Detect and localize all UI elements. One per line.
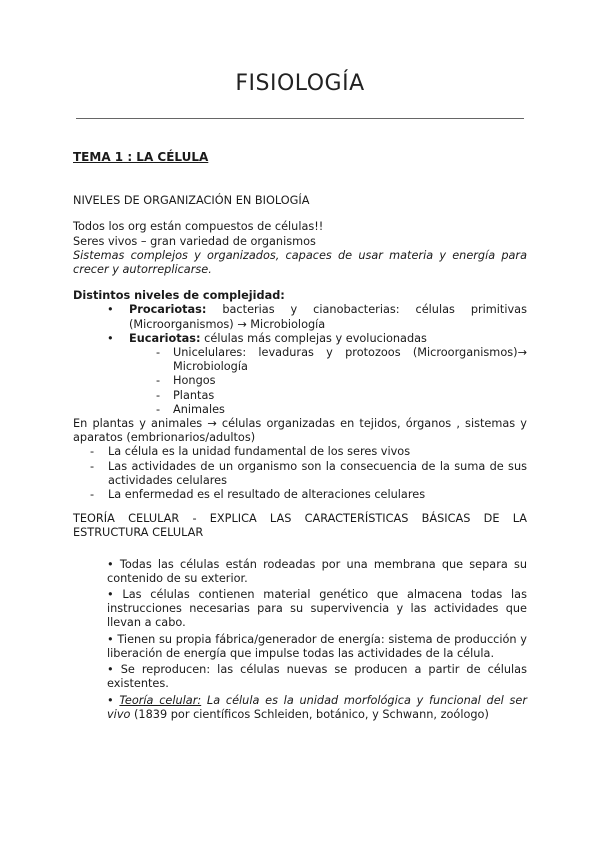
list-item (73, 403, 527, 417)
bullet-marker: • (107, 693, 120, 707)
teoria-list (73, 558, 527, 722)
intro-italic: Sistemas complejos y organizados, capaces de usar materia y energía para crecer y autorreplicarse. (73, 248, 527, 277)
sub-item-text: Plantas (173, 388, 215, 402)
intro-line: Seres vivos – gran variedad de organismos (73, 234, 316, 248)
list-item (73, 460, 527, 488)
list-item (73, 374, 527, 388)
dash-marker: - (156, 374, 161, 388)
dash-marker: - (156, 402, 161, 416)
dash-marker: - (90, 488, 95, 502)
list-item (73, 445, 527, 459)
teoria-bullet: • Todas las células están rodeadas por una membrana que separa su contenido de su exterior. (107, 557, 527, 585)
plantas-animales-text: En plantas y animales → células organizadas en tejidos, órganos , sistemas y aparatos (embrionarios/adultos) (73, 417, 527, 445)
dash-item-text: Las actividades de un organismo son la consecuencia de la suma de sus actividades celulares (108, 459, 527, 487)
dash-marker: - (90, 445, 95, 459)
complejidad-block (73, 289, 527, 502)
teoria-bullet-last (107, 694, 527, 722)
list-item (73, 303, 527, 331)
intro-line: Todos los org están compuestos de células!! (73, 220, 324, 234)
dash-item-text: La célula es la unidad fundamental de los seres vivos (108, 445, 411, 459)
title-divider (76, 118, 524, 119)
dash-list (73, 445, 527, 502)
eucariotas-label: Eucariotas: (129, 331, 201, 345)
eucariotas-text: células más complejas y evolucionadas (200, 331, 427, 345)
procariotas-label: Procariotas: (129, 303, 207, 317)
list-item (73, 389, 527, 403)
dash-marker: - (90, 459, 95, 473)
niveles-heading: NIVELES DE ORGANIZACIÓN EN BIOLOGÍA (73, 194, 310, 208)
tema-heading: TEMA 1 : LA CÉLULA (73, 150, 209, 164)
teoria-celular-definition: La célula es la unidad morfológica y funcional del ser vivo (107, 693, 527, 721)
bullet-marker: • (107, 331, 114, 345)
sub-item-text: Animales (173, 402, 225, 416)
procariotas-text: bacterias y cianobacterias: células primitivas (Microorganismos) → Microbiología (129, 303, 527, 331)
complejidad-heading: Distintos niveles de complejidad: (73, 289, 285, 303)
teoria-celular-credit: (1839 por científicos Schleiden, botánico, y Schwann, zoólogo) (130, 707, 489, 721)
teoria-heading: TEORÍA CELULAR - EXPLICA LAS CARACTERÍSTICAS BÁSICAS DE LA ESTRUCTURA CELULAR (73, 512, 527, 540)
dash-marker: - (156, 388, 161, 402)
complejidad-list (73, 303, 527, 417)
list-item (73, 488, 527, 502)
dash-item-text: La enfermedad es el resultado de alteraciones celulares (108, 488, 426, 502)
bullet-marker: • (107, 303, 114, 317)
teoria-bullet: • Tienen su propia fábrica/generador de energía: sistema de producción y liberación de energía que impulse todas las actividades de la célula. (107, 632, 527, 660)
list-item (73, 332, 527, 346)
teoria-celular-label: Teoría celular: (119, 693, 202, 707)
teoria-bullet: • Se reproducen: las células nuevas se producen a partir de células existentes. (107, 663, 527, 691)
list-item (73, 346, 527, 374)
dash-marker: - (156, 346, 161, 360)
intro-block (73, 220, 527, 277)
document-title: FISIOLOGÍA (235, 71, 365, 96)
document-body (73, 150, 527, 722)
sub-item-text: Hongos (173, 374, 216, 388)
sub-item-text: Unicelulares: levaduras y protozoos (Microorganismos)→ Microbiología (173, 346, 527, 374)
teoria-bullet: • Las células contienen material genético que almacena todas las instrucciones necesarias para su supervivencia y las actividades que llevan a cabo. (107, 588, 527, 630)
